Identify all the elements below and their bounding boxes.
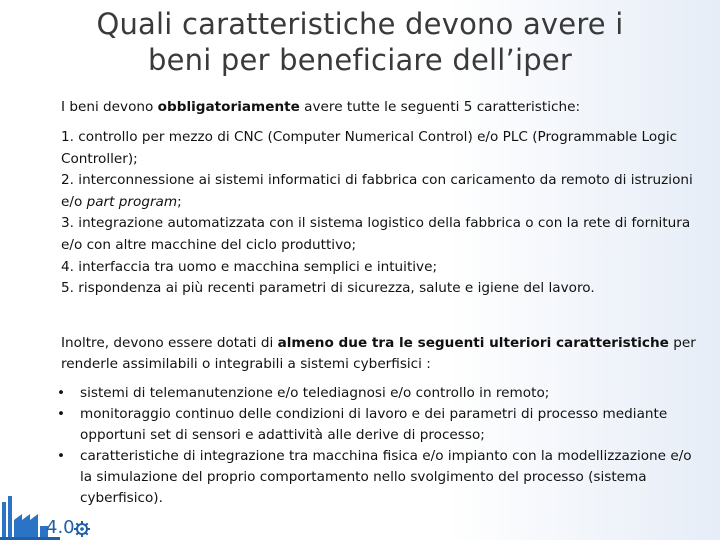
bullet-text: monitoraggio continuo delle condizioni di lavoro e dei parametri di processo mediante opportuni set di sensori e adattività alle derive di processo;	[80, 406, 668, 443]
extra-text-end: per renderle assimilabili o integrabili a sistemi cyberfisici :	[61, 335, 696, 372]
extra-text-start: Inoltre, devono essere dotati di	[61, 335, 278, 351]
bullet-icon: •	[57, 448, 66, 464]
extra-emphasis: almeno due tra le seguenti ulteriori caratteristiche	[277, 335, 669, 351]
intro-text-end: avere tutte le seguenti 5 caratteristiche:	[299, 99, 581, 115]
bullet-text: caratteristiche di integrazione tra macchina fisica e/o impianto con la modellizzazione e/o la simulazione del proprio comportamento nello svolgimento del processo (sistema cyberfisico).	[80, 448, 692, 506]
bullet-icon: •	[57, 385, 66, 401]
requirement-item-3: 3. integrazione automatizzata con il sistema logistico della fabbrica o con la rete di fornitura e/o con altre macchine del ciclo produttivo;	[61, 215, 691, 253]
industry-4-0-logo-icon	[0, 490, 92, 540]
intro-emphasis: obbligatoriamente	[157, 99, 300, 115]
requirement-item-2	[61, 170, 701, 213]
requirement-item-5: 5. rispondenza ai più recenti parametri di sicurezza, salute e igiene del lavoro.	[61, 280, 595, 297]
requirement-item-1: 1. controllo per mezzo di CNC (Computer Numerical Control) e/o PLC (Programmable Logic Controller);	[61, 129, 678, 167]
bullet-item-3	[57, 446, 697, 509]
bullet-text: sistemi di telemanutenzione e/o telediagnosi e/o controllo in remoto;	[80, 385, 550, 401]
additional-features-list	[57, 383, 697, 509]
slide-title	[40, 6, 680, 78]
additional-features-paragraph	[61, 333, 701, 375]
bullet-item-1	[57, 383, 697, 404]
requirement-item-4: 4. interfaccia tra uomo e macchina semplici e intuitive;	[61, 258, 438, 275]
logo-text: 4.0	[46, 517, 75, 538]
requirement-2-end: ;	[177, 193, 182, 210]
slide-title-line-1: Quali caratteristiche devono avere i	[96, 7, 624, 41]
bullet-item-2	[57, 404, 697, 446]
bullet-icon: •	[57, 406, 66, 422]
requirement-2-italic: part program	[86, 193, 178, 210]
intro-paragraph	[61, 97, 701, 119]
requirements-list	[61, 127, 701, 300]
gear-icon	[74, 521, 90, 537]
intro-text-start: I beni devono	[61, 99, 158, 115]
slide-title-line-2: beni per beneficiare dell’iper	[148, 43, 572, 77]
requirement-2-text: 2. interconnessione ai sistemi informatici di fabbrica con caricamento da remoto di istruzioni e/o	[61, 172, 693, 210]
